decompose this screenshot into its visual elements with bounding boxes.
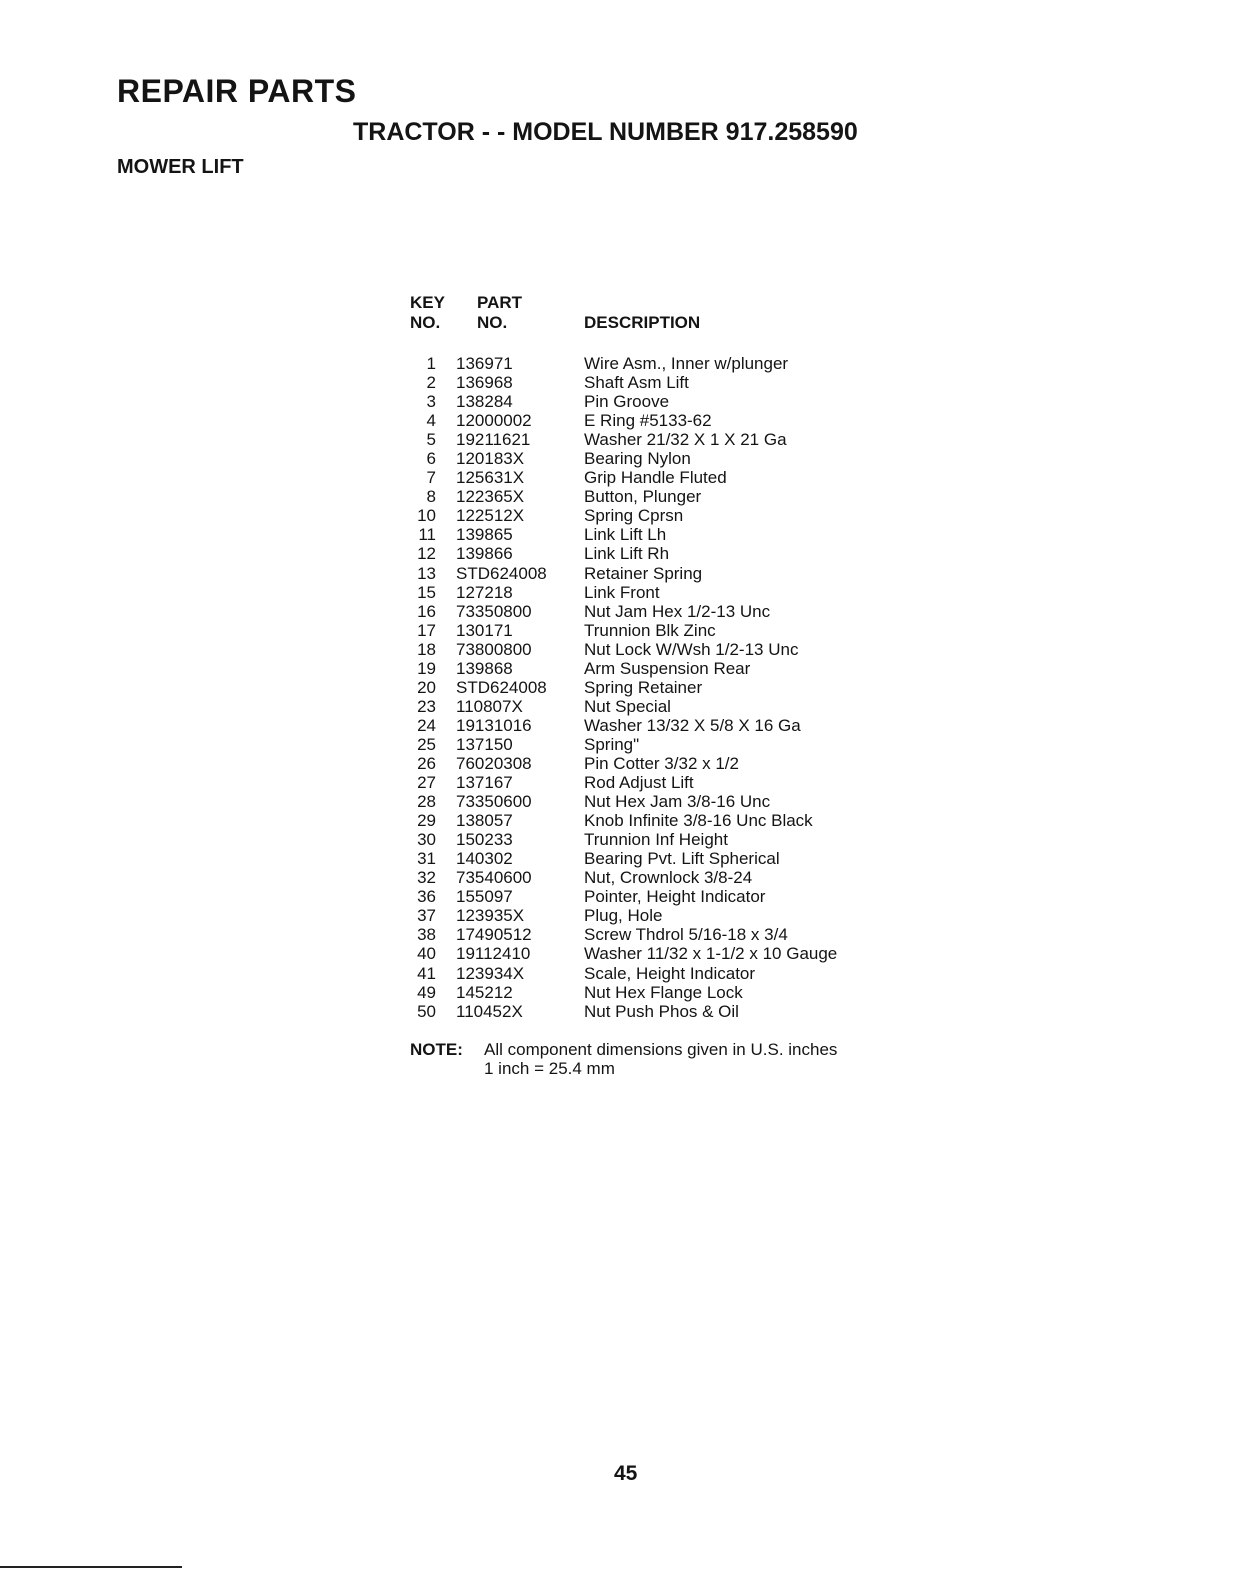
description-cell: Nut Special — [584, 696, 671, 716]
key-no-cell: 10 — [417, 506, 436, 526]
description-cell: Screw Thdrol 5/16-18 x 3/4 — [584, 925, 788, 945]
part-no-cell: 136968 — [456, 373, 513, 393]
parts-row — [400, 544, 920, 563]
parts-row — [400, 506, 920, 525]
description-cell: Wire Asm., Inner w/plunger — [584, 354, 789, 373]
description-cell: Washer 21/32 X 1 X 21 Ga — [584, 430, 787, 450]
parts-row — [400, 925, 920, 944]
parts-row — [400, 849, 920, 868]
description-cell: Retainer Spring — [584, 563, 703, 583]
part-no-cell: STD624008 — [456, 677, 547, 697]
key-no-header-line1: KEY — [410, 293, 445, 312]
part-no-cell: 137150 — [456, 734, 513, 754]
key-no-cell: 1 — [426, 354, 436, 373]
description-cell: Link Lift Lh — [584, 525, 667, 545]
key-no-cell: 19 — [417, 658, 436, 678]
parts-row — [400, 944, 920, 963]
part-no-cell: 120183X — [456, 449, 525, 469]
part-no-header-line1: PART — [477, 293, 523, 312]
description-cell: Nut Jam Hex 1/2-13 Unc — [584, 601, 771, 621]
key-no-cell: 13 — [417, 563, 436, 583]
parts-row — [400, 773, 920, 792]
parts-row — [400, 754, 920, 773]
parts-row — [400, 983, 920, 1002]
part-no-cell: 136971 — [456, 354, 513, 373]
description-cell: Washer 13/32 X 5/8 X 16 Ga — [584, 715, 801, 735]
part-no-cell: 76020308 — [456, 753, 532, 773]
key-no-cell: 31 — [417, 849, 436, 869]
part-no-cell: 17490512 — [456, 925, 532, 945]
part-no-cell: 145212 — [456, 982, 513, 1002]
description-cell: Arm Suspension Rear — [584, 658, 751, 678]
description-cell: Spring Retainer — [584, 677, 703, 697]
model-subtitle: TRACTOR - - MODEL NUMBER 917.258590 — [353, 118, 858, 146]
page-title: REPAIR PARTS — [117, 73, 357, 109]
parts-row — [400, 602, 920, 621]
part-no-header — [477, 293, 522, 333]
key-no-cell: 25 — [417, 734, 436, 754]
part-no-cell: 19112410 — [456, 944, 531, 964]
key-no-cell: 24 — [417, 715, 436, 735]
description-cell: Nut Hex Flange Lock — [584, 982, 743, 1002]
description-cell: Knob Infinite 3/8-16 Unc Black — [584, 811, 813, 831]
part-no-cell: 19131016 — [456, 715, 532, 735]
key-no-cell: 29 — [417, 811, 436, 831]
parts-row — [400, 830, 920, 849]
key-no-cell: 40 — [417, 944, 436, 964]
description-cell: Shaft Asm Lift — [584, 373, 689, 393]
part-no-cell: 150233 — [456, 830, 513, 850]
description-header: DESCRIPTION — [584, 313, 701, 332]
dimension-note — [410, 1040, 837, 1078]
description-cell: Nut, Crownlock 3/8-24 — [584, 868, 753, 888]
key-no-cell: 3 — [426, 392, 436, 412]
key-no-cell: 8 — [426, 487, 436, 507]
page-number: 45 — [614, 1462, 638, 1485]
part-no-cell: 122512X — [456, 506, 525, 526]
parts-row — [400, 659, 920, 678]
description-cell: Nut Push Phos & Oil — [584, 1001, 739, 1021]
parts-row — [400, 640, 920, 659]
description-cell: Button, Plunger — [584, 487, 702, 507]
key-no-cell: 5 — [426, 430, 436, 450]
parts-row — [400, 1002, 920, 1021]
description-cell: E Ring #5133-62 — [584, 411, 712, 431]
parts-row — [400, 716, 920, 735]
key-no-cell: 26 — [417, 753, 436, 773]
part-no-cell: 73800800 — [456, 639, 532, 659]
part-no-cell: 123934X — [456, 963, 525, 983]
part-no-cell: 127218 — [456, 582, 513, 602]
description-cell: Rod Adjust Lift — [584, 773, 694, 793]
part-no-cell: STD624008 — [456, 563, 547, 583]
part-no-cell: 122365X — [456, 487, 525, 507]
note-text-line1: All component dimensions given in U.S. inches — [484, 1040, 838, 1059]
part-no-cell: 19211621 — [456, 430, 531, 450]
key-no-cell: 36 — [417, 887, 436, 907]
description-cell: Link Lift Rh — [584, 544, 670, 564]
parts-row — [400, 906, 920, 925]
part-no-cell: 139865 — [456, 525, 513, 545]
key-no-cell: 23 — [417, 696, 436, 716]
parts-row — [400, 354, 920, 373]
key-no-cell: 20 — [417, 677, 436, 697]
description-cell: Grip Handle Fluted — [584, 468, 727, 488]
description-cell: Nut Lock W/Wsh 1/2-13 Unc — [584, 639, 799, 659]
key-no-cell: 11 — [418, 525, 436, 545]
description-cell: Pin Groove — [584, 392, 670, 412]
description-cell: Washer 11/32 x 1-1/2 x 10 Gauge — [584, 944, 838, 964]
key-no-cell: 7 — [426, 468, 436, 488]
key-no-cell: 41 — [417, 963, 436, 983]
description-cell: Bearing Nylon — [584, 449, 691, 469]
description-cell: Pin Cotter 3/32 x 1/2 — [584, 753, 739, 773]
note-label: NOTE: — [410, 1040, 463, 1059]
parts-row — [400, 887, 920, 906]
description-cell: Trunnion Blk Zinc — [584, 620, 716, 640]
description-cell: Link Front — [584, 582, 660, 602]
description-cell: Spring Cprsn — [584, 506, 684, 526]
part-no-cell: 139866 — [456, 544, 513, 564]
description-cell: Trunnion Inf Height — [584, 830, 728, 850]
parts-row — [400, 392, 920, 411]
key-no-cell: 37 — [417, 906, 436, 926]
parts-row — [400, 430, 920, 449]
part-no-cell: 110807X — [456, 696, 523, 716]
key-no-cell: 18 — [417, 639, 436, 659]
part-no-cell: 73540600 — [456, 868, 532, 888]
part-no-cell: 73350600 — [456, 792, 532, 812]
part-no-cell: 137167 — [456, 773, 513, 793]
description-cell: Plug, Hole — [584, 906, 663, 926]
key-no-cell: 49 — [417, 982, 436, 1002]
part-no-cell: 140302 — [456, 849, 513, 869]
part-no-cell: 73350800 — [456, 601, 532, 621]
parts-row — [400, 468, 920, 487]
part-no-header-line2: NO. — [477, 313, 508, 332]
section-title: MOWER LIFT — [117, 156, 244, 178]
note-text-line2: 1 inch = 25.4 mm — [484, 1059, 615, 1078]
key-no-cell: 38 — [417, 925, 436, 945]
key-no-cell: 12 — [417, 544, 436, 564]
key-no-cell: 2 — [426, 373, 436, 393]
key-no-cell: 6 — [426, 449, 436, 469]
parts-row — [400, 735, 920, 754]
description-cell: Spring" — [584, 734, 640, 754]
part-no-cell: 123935X — [456, 906, 525, 926]
key-no-header — [410, 293, 445, 333]
parts-row — [400, 411, 920, 430]
part-no-cell: 138057 — [456, 811, 513, 831]
parts-row — [400, 525, 920, 544]
parts-row — [400, 583, 920, 602]
parts-row — [400, 697, 920, 716]
key-no-header-line2: NO. — [410, 313, 441, 332]
part-no-cell: 155097 — [456, 887, 513, 907]
parts-row — [400, 449, 920, 468]
key-no-cell: 16 — [417, 601, 436, 621]
part-no-cell: 110452X — [456, 1001, 523, 1021]
key-no-cell: 32 — [417, 868, 436, 888]
description-cell: Nut Hex Jam 3/8-16 Unc — [584, 792, 771, 812]
parts-row — [400, 868, 920, 887]
parts-row — [400, 373, 920, 392]
parts-row — [400, 792, 920, 811]
key-no-cell: 15 — [417, 582, 436, 602]
part-no-cell: 138284 — [456, 392, 513, 412]
parts-row — [400, 964, 920, 983]
parts-row — [400, 621, 920, 640]
description-cell: Pointer, Height Indicator — [584, 887, 766, 907]
parts-row — [400, 811, 920, 830]
part-no-cell: 12000002 — [456, 411, 532, 431]
parts-row — [400, 487, 920, 506]
parts-list — [400, 354, 920, 1021]
key-no-cell: 27 — [417, 773, 436, 793]
key-no-cell: 30 — [417, 830, 436, 850]
parts-row — [400, 564, 920, 583]
key-no-cell: 50 — [417, 1001, 436, 1021]
bottom-rule — [0, 1566, 182, 1568]
key-no-cell: 4 — [426, 411, 436, 431]
part-no-cell: 139868 — [456, 658, 513, 678]
parts-row — [400, 678, 920, 697]
description-cell: Scale, Height Indicator — [584, 963, 756, 983]
part-no-cell: 125631X — [456, 468, 525, 488]
key-no-cell: 17 — [417, 620, 436, 640]
key-no-cell: 28 — [417, 792, 436, 812]
part-no-cell: 130171 — [456, 620, 513, 640]
description-cell: Bearing Pvt. Lift Spherical — [584, 849, 780, 869]
